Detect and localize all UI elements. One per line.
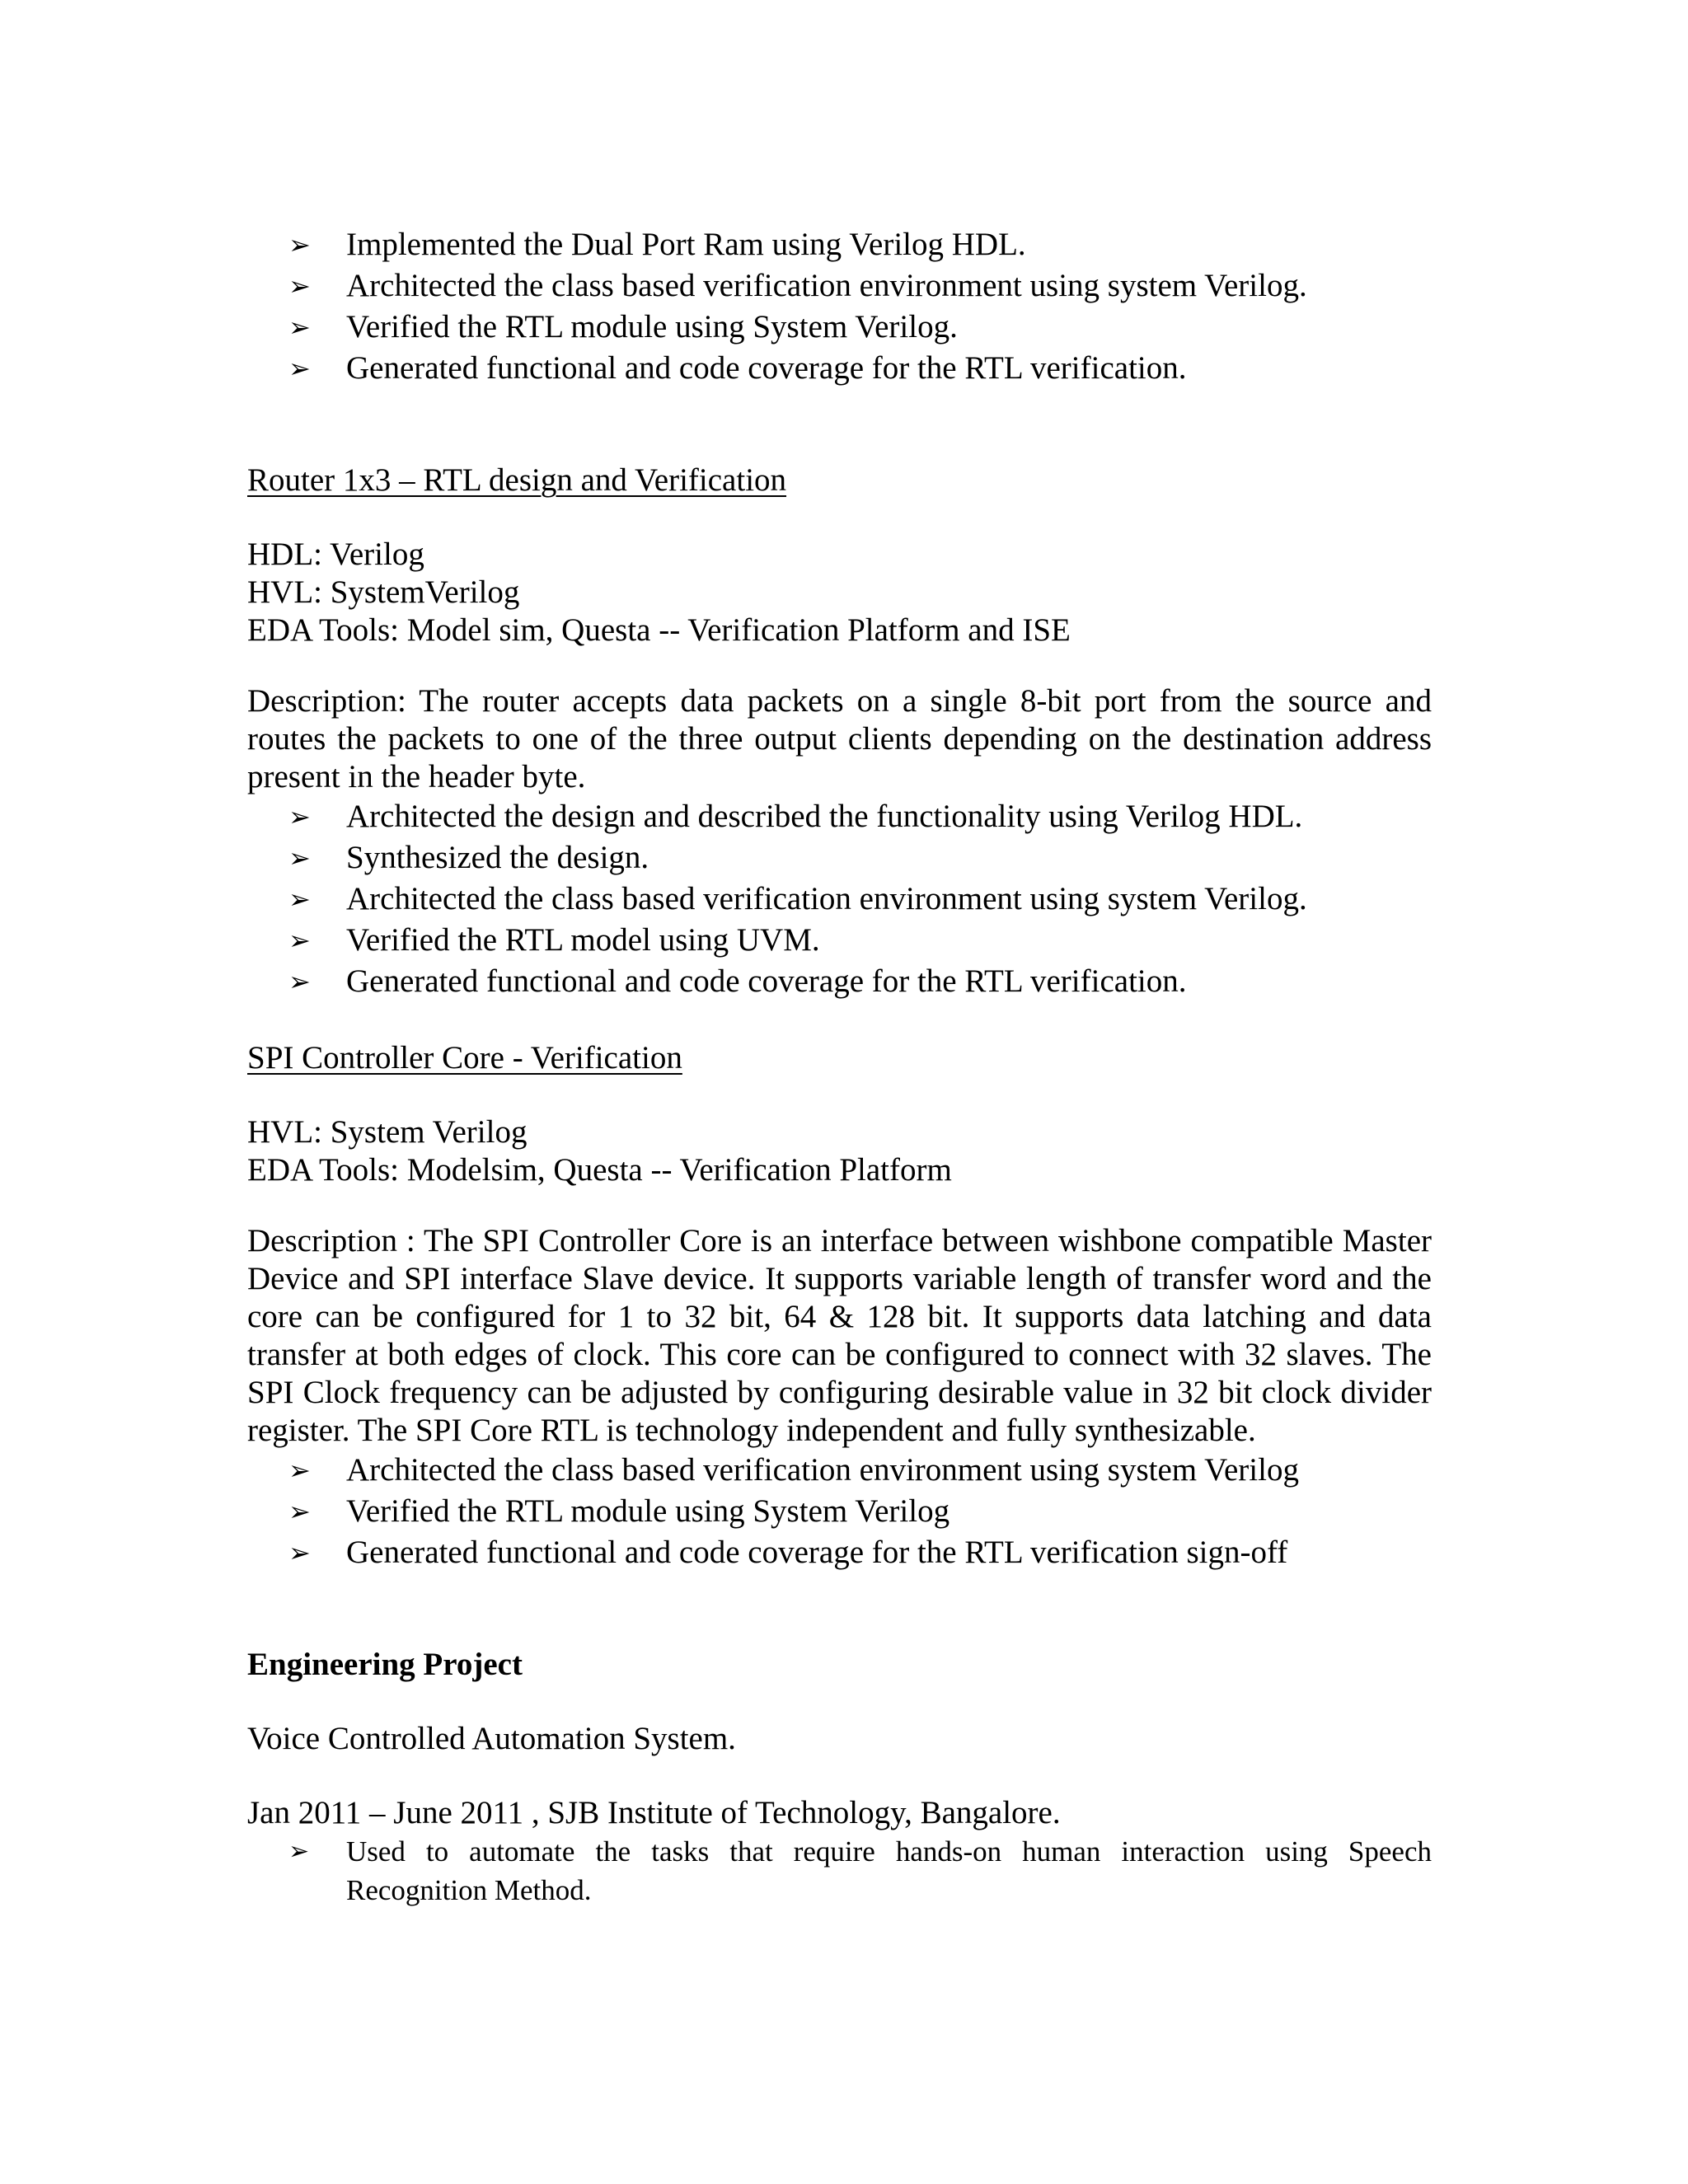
list-item: ➢ Architected the class based verification environment using system Verilog. (288, 265, 1432, 307)
list-item: ➢ Architected the class based verification environment using system Verilog. (288, 879, 1432, 920)
router-hdl: HDL: Verilog (247, 537, 424, 572)
arrowhead-bullet-icon: ➢ (288, 801, 311, 832)
spi-eda-tools: EDA Tools: Modelsim, Questa -- Verification Platform (247, 1152, 952, 1188)
arrowhead-bullet-icon: ➢ (288, 1537, 311, 1568)
arrowhead-bullet-icon: ➢ (288, 270, 311, 302)
router-bullets (247, 796, 1432, 1002)
list-item: ➢ Architected the class based verification environment using system Verilog (288, 1450, 1432, 1491)
arrowhead-bullet-icon: ➢ (288, 229, 311, 260)
arrowhead-bullet-icon: ➢ (288, 1496, 311, 1527)
list-item: ➢ Architected the design and described the functionality using Verilog HDL. (288, 796, 1432, 837)
router-hvl: HVL: SystemVerilog (247, 574, 520, 610)
router-eda-tools: EDA Tools: Model sim, Questa -- Verification Platform and ISE (247, 612, 1071, 648)
spi-description: Description : The SPI Controller Core is an interface between wishbone compatible Master Device and SPI interface Slave device. It supports variable length of transfer word and the core can be configured for 1 to 32 bit, 64 & 128 bit. It supports data latching and data transfer at both edges of clock. This core can be configured to connect with 32 slaves. The SPI Clock frequency can be adjusted by configuring desirable value in 32 bit clock divider register. The SPI Core RTL is technology independent and fully synthesizable. (247, 1223, 1432, 1448)
list-item: ➢ Implemented the Dual Port Ram using Verilog HDL. (288, 224, 1432, 265)
list-item: ➢ Used to automate the tasks that require hands-on human interaction using Speech Recognition Method. (288, 1832, 1432, 1910)
arrowhead-bullet-icon: ➢ (288, 353, 311, 384)
router-description: Description: The router accepts data packets on a single 8-bit port from the source and routes the packets to one of the three output clients depending on the destination address present in the header byte. (247, 683, 1432, 794)
dual-port-ram-bullets (247, 224, 1432, 389)
spi-project-title: SPI Controller Core - Verification (247, 1040, 682, 1076)
engineering-bullets (247, 1832, 1432, 1910)
spi-bullets (247, 1450, 1432, 1573)
list-item: ➢ Synthesized the design. (288, 837, 1432, 879)
resume-page (247, 224, 1432, 1910)
engineering-project-name: Voice Controlled Automation System. (247, 1721, 736, 1756)
list-item: ➢ Verified the RTL model using UVM. (288, 920, 1432, 961)
arrowhead-bullet-icon: ➢ (288, 883, 311, 915)
engineering-project-period: Jan 2011 – June 2011 , SJB Institute of Technology, Bangalore. (247, 1795, 1061, 1830)
list-item: ➢ Verified the RTL module using System Verilog. (288, 307, 1432, 348)
router-project-title: Router 1x3 – RTL design and Verification (247, 462, 787, 498)
spi-hvl: HVL: System Verilog (247, 1114, 528, 1150)
arrowhead-bullet-icon: ➢ (288, 1837, 310, 1866)
arrowhead-bullet-icon: ➢ (288, 312, 311, 343)
arrowhead-bullet-icon: ➢ (288, 966, 311, 997)
arrowhead-bullet-icon: ➢ (288, 925, 311, 956)
list-item: ➢ Generated functional and code coverage for the RTL verification. (288, 961, 1432, 1002)
arrowhead-bullet-icon: ➢ (288, 1455, 311, 1486)
list-item: ➢ Generated functional and code coverage for the RTL verification. (288, 348, 1432, 389)
list-item: ➢ Generated functional and code coverage for the RTL verification sign-off (288, 1532, 1432, 1573)
engineering-project-heading: Engineering Project (247, 1647, 523, 1682)
list-item: ➢ Verified the RTL module using System Verilog (288, 1491, 1432, 1532)
arrowhead-bullet-icon: ➢ (288, 842, 311, 874)
